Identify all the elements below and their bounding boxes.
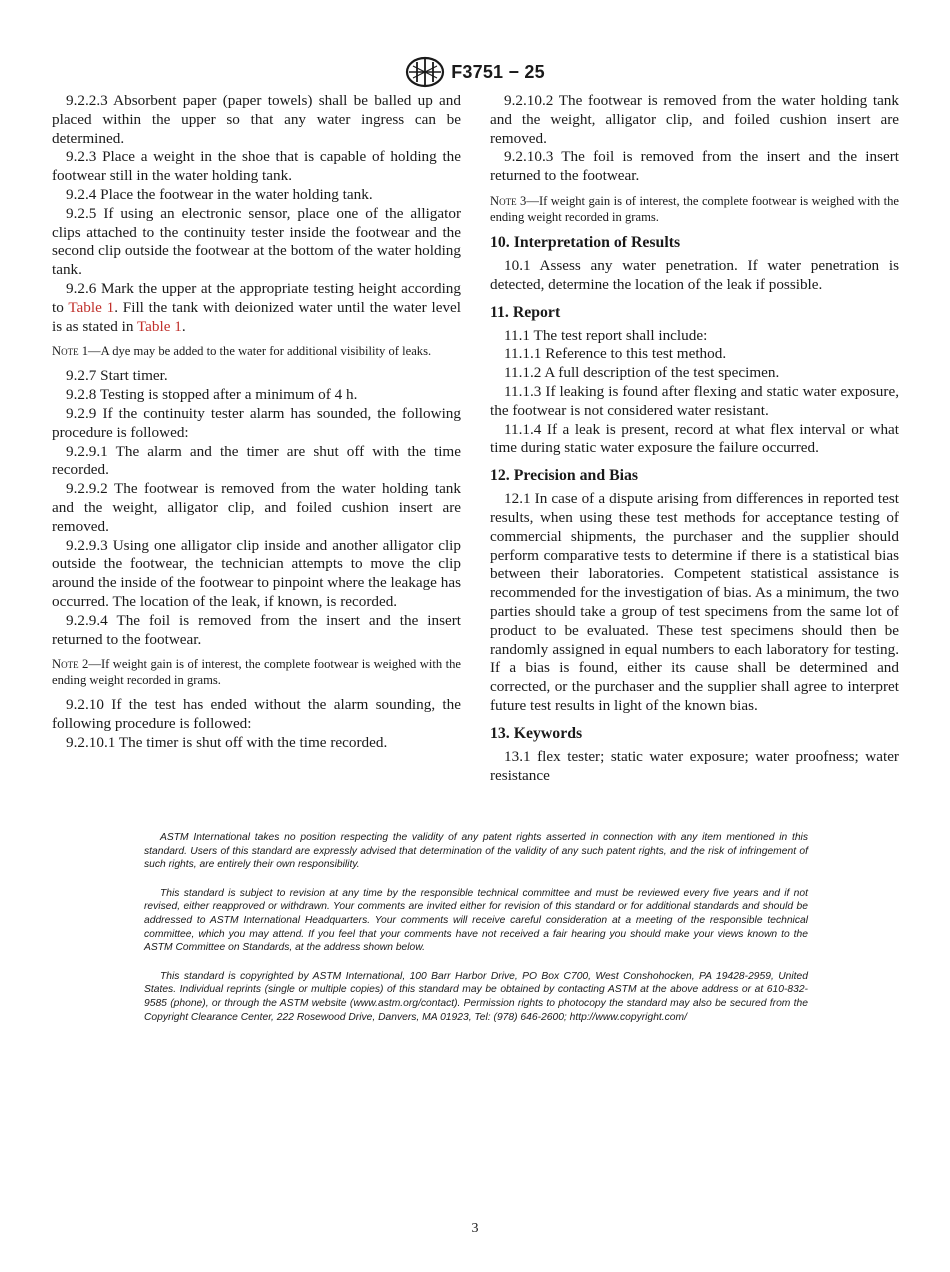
- left-column: [52, 92, 461, 753]
- text-run: 9.2.6 Mark the upper at the appropriate testing height according to: [52, 279, 461, 316]
- text-run: .: [181, 317, 186, 335]
- heading-interpretation: 10. Interpretation of Results: [490, 233, 681, 251]
- section-12-1: 12.1 In case of a dispute arising from differences in reported test results, when using these test methods for acceptance testing of commercial shipments, the purchaser and the supplier should perform comparative tests to determine if there is a statistical bias between their laboratories. Competent statistical assistance is recommended for the investigation of bias. As a minimum, the two parties should take a group of test specimens from the same lot of product to be evaluated. These test specimens should then be randomly assigned in equal numbers to each laboratory for testing. If a bias is found, either its cause shall be determined and corrected, or the purchaser and the supplier shall agree to interpret future test results in light of the known bias.: [490, 490, 899, 714]
- page-header: [0, 56, 950, 88]
- section-9-2-2-3: 9.2.2.3 Absorbent paper (paper towels) shall be balled up and placed within the upper so that any water ingress can be determined.: [52, 92, 461, 147]
- section-9-2-8: 9.2.8 Testing is stopped after a minimum of 4 h.: [66, 386, 358, 404]
- text-run: . Fill the tank with deionized water until the water level is as stated in: [52, 298, 462, 335]
- table-1-link[interactable]: Table 1: [136, 317, 182, 335]
- patent-notice: ASTM International takes no position respecting the validity of any patent rights asserted in connection with any item mentioned in this standard. Users of this standard are expressly advised that determination of the validity of any such patent rights, and the risk of infringement of such rights, are entirely their own responsibility.: [144, 832, 808, 871]
- note-text: —If weight gain is of interest, the complete footwear is weighed with the ending weight recorded in grams.: [490, 193, 899, 224]
- note-text: —A dye may be added to the water for additional visibility of leaks.: [88, 344, 432, 359]
- section-11-1: 11.1 The test report shall include:: [504, 326, 708, 344]
- section-9-2-5: 9.2.5 If using an electronic sensor, place one of the alligator clips attached to the continuity tester inside the footwear and the second clip outside the footwear at the bottom of the water holding tank.: [52, 204, 461, 279]
- note-label: Note 3: [490, 193, 527, 208]
- section-10-1: 10.1 Assess any water penetration. If water penetration is detected, determine the location of the leak if possible.: [490, 256, 899, 293]
- heading-precision-bias: 12. Precision and Bias: [490, 467, 639, 485]
- section-9-2-10-2: 9.2.10.2 The footwear is removed from the water holding tank and the weight, alligator clip, and foiled cushion insert are removed.: [490, 92, 899, 147]
- section-9-2-9-2: 9.2.9.2 The footwear is removed from the water holding tank and the weight, alligator clip, and foiled cushion insert are removed.: [52, 480, 461, 535]
- section-9-2-9-3: 9.2.9.3 Using one alligator clip inside and another alligator clip outside the footwear, the technician attempts to move the clip around the inside of the footwear to pinpoint where the leakage has occurred. The location of the leak, if known, is recorded.: [52, 536, 461, 610]
- section-9-2-10: 9.2.10 If the test has ended without the alarm sounding, the following procedure is followed:: [52, 696, 461, 733]
- section-9-2-7: 9.2.7 Start timer.: [66, 367, 168, 385]
- note-label: Note 2: [52, 657, 89, 672]
- section-11-1-2: 11.1.2 A full description of the test specimen.: [504, 364, 780, 382]
- section-13-1: 13.1 flex tester; static water exposure; water proofness; water resistance: [490, 747, 899, 784]
- section-9-2-6: [52, 280, 461, 336]
- section-11-1-1: 11.1.1 Reference to this test method.: [504, 345, 727, 363]
- note-3: [490, 193, 899, 225]
- section-11-1-3: 11.1.3 If leaking is found after flexing and static water exposure, the footwear is not considered water resistant.: [490, 382, 899, 419]
- section-9-2-3: 9.2.3 Place a weight in the shoe that is capable of holding the footwear still in the water holding tank.: [52, 148, 461, 185]
- note-text: —If weight gain is of interest, the complete footwear is weighed with the ending weight recorded in grams.: [52, 657, 461, 688]
- section-9-2-9-1: 9.2.9.1 The alarm and the timer are shut off with the time recorded.: [52, 442, 461, 479]
- section-11-1-4: 11.1.4 If a leak is present, record at what flex interval or what time during static water exposure the failure occurred.: [490, 420, 899, 457]
- copyright-notice: This standard is copyrighted by ASTM International, 100 Barr Harbor Drive, PO Box C700, West Conshohocken, PA 19428-2959, United States. Individual reprints (single or multiple copies) of this standard may be obtained by contacting ASTM at the above address or at 610-832-9585 (phone), or through the ASTM website (www.astm.org/contact). Permission rights to photocopy the standard may also be secured from the Copyright Clearance Center, 222 Rosewood Drive, Danvers, MA 01923, Tel: (978) 646-2600; http://www.copyright.com/: [144, 970, 808, 1023]
- table-1-link[interactable]: Table 1: [68, 298, 115, 316]
- right-column: [490, 92, 899, 785]
- legal-footer: [144, 831, 808, 1039]
- note-2: [52, 656, 461, 688]
- heading-keywords: 13. Keywords: [490, 724, 583, 742]
- note-1: [52, 343, 461, 359]
- section-9-2-9-4: 9.2.9.4 The foil is removed from the insert and the insert returned to the footwear.: [52, 611, 461, 648]
- section-9-2-9: 9.2.9 If the continuity tester alarm has sounded, the following procedure is followed:: [52, 404, 461, 441]
- revision-notice: This standard is subject to revision at any time by the responsible technical committee and must be reviewed every five years and if not revised, either reapproved or withdrawn. Your comments are invited either for revision of this standard or for additional standards and should be addressed to ASTM International Headquarters. Your comments will receive careful consideration at a meeting of the responsible technical committee, which you may attend. If you feel that your comments have not received a fair hearing you should make your views known to the ASTM Committee on Standards, at the address shown below.: [144, 887, 808, 954]
- page-number: 3: [471, 1221, 479, 1236]
- astm-logo-icon: [405, 56, 445, 88]
- section-9-2-10-3: 9.2.10.3 The foil is removed from the insert and the insert returned to the footwear.: [490, 148, 899, 185]
- heading-report: 11. Report: [490, 303, 561, 321]
- designation: F3751 − 25: [451, 61, 545, 82]
- section-9-2-10-1: 9.2.10.1 The timer is shut off with the time recorded.: [66, 733, 388, 751]
- section-9-2-4: 9.2.4 Place the footwear in the water holding tank.: [66, 185, 373, 203]
- note-label: Note 1: [52, 344, 89, 359]
